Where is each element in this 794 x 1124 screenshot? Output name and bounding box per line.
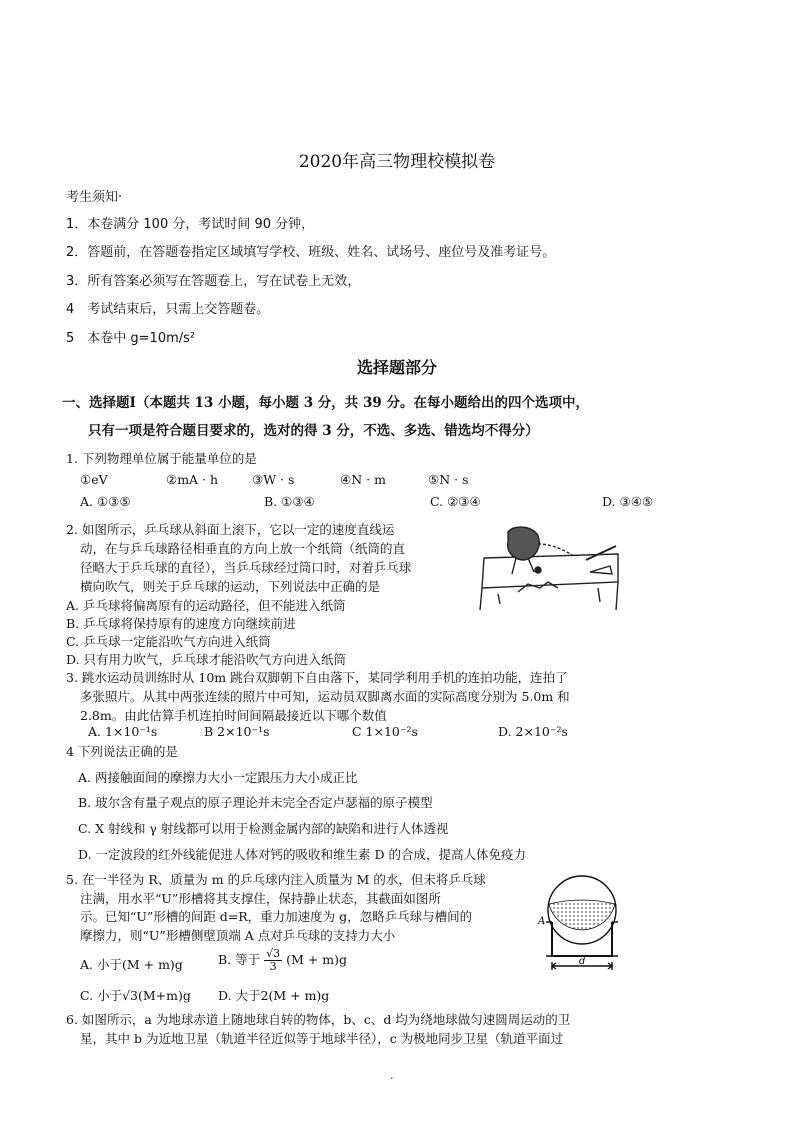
notice-item: 3．所有答案必须写在答题卷上，写在试卷上无效， (66, 274, 361, 289)
q2-option-a: A. 乒乓球将偏离原有的运动路径，但不能进入纸筒 (66, 598, 346, 613)
notice-item: 4 考试结束后，只需上交答题卷。 (66, 302, 270, 317)
q1-unit: ②mA · h (166, 472, 219, 487)
question-4-stem: 4 下列说法正确的是 (66, 744, 178, 759)
q1-unit: ④N · m (340, 472, 386, 487)
q3-option-a: A. 1×10⁻¹s (88, 724, 158, 739)
q5-option-b-fraction (264, 948, 282, 973)
question-2-stem: 径略大于乒乓球的直径），当乒乓球经过筒口时，对着乒乓球 (80, 560, 412, 575)
q3-option-b: B 2×10⁻¹s (204, 724, 270, 739)
fig-label-a: A (538, 916, 546, 927)
question-3-stem: 3. 跳水运动员训练时从 10m 跳台双脚朝下自由落下，某同学利用手机的连拍功能，连拍了 (66, 670, 568, 685)
q4-option-c: C. X 射线和 γ 射线都可以用于检测金属内部的缺陷和进行人体透视 (78, 821, 449, 836)
notice-item: 5 本卷中 g=10m/s² (66, 331, 196, 346)
u-groove-figure (536, 866, 628, 978)
q1-option-d: D. ③④⑤ (602, 494, 654, 509)
notice-item: 1．本卷满分 100 分，考试时间 90 分钟， (66, 217, 315, 232)
page-title: 2020年高三物理校模拟卷 (298, 152, 496, 172)
question-6-stem: 星，其中 b 为近地卫星（轨道半径近似等于地球半径），c 为极地同步卫星（轨道平面过 (80, 1031, 564, 1046)
part-one-instruction: 只有一项是符合题目要求的，选对的得 3 分，不选、多选、错选均不得分） (88, 423, 539, 439)
q2-option-b: B. 乒乓球将保持原有的速度方向继续前进 (66, 616, 296, 631)
question-2-stem: 横向吹气，则关于乒乓球的运动，下列说法中正确的是 (80, 579, 381, 594)
q4-option-a: A. 两接触面间的摩擦力大小一定跟压力大小成正比 (78, 770, 358, 785)
notice-item: 2．答题前，在答题卷指定区域填写学校、班级、姓名、试场号、座位号及准考证号。 (66, 245, 556, 260)
question-2-stem: 2. 如图所示，乒乓球从斜面上滚下，它以一定的速度直线运 (66, 522, 395, 537)
q5-option-b-label: B. 等于 (218, 952, 261, 967)
q1-option-c: C. ②③④ (430, 494, 481, 509)
question-5-stem: 示。已知“U”形槽的间距 d=R，重力加速度为 g，忽略乒乓球与槽间的 (80, 909, 473, 924)
question-2-stem: 动，在与乒乓球路径相垂直的方向上放一个纸筒（纸筒的直 (80, 541, 406, 556)
section-title: 选择题部分 (356, 358, 437, 377)
q5-option-a: A. 小于(M + m)g (80, 957, 183, 972)
part-one-instruction: 一、选择题Ⅰ（本题共 13 小题，每小题 3 分，共 39 分。在每小题给出的四个选项中， (62, 395, 589, 411)
page-number: · (390, 1072, 394, 1085)
q4-option-d: D. 一定波段的红外线能促进人体对钙的吸收和维生素 D 的合成，提高人体免疫力 (78, 847, 526, 862)
notice-heading: 考生须知· (66, 190, 123, 205)
question-3-stem: 多张照片。从其中两张连续的照片中可知，运动员双脚离水面的实际高度分别为 5.0m 和 (80, 689, 570, 704)
q3-option-c: C 1×10⁻²s (352, 724, 418, 739)
fraction-numerator: √3 (266, 947, 281, 960)
q5-option-b (218, 948, 347, 973)
q1-unit: ③W · s (252, 472, 295, 487)
question-5-stem: 摩擦力，则“U”形槽侧壁顶端 A 点对乒乓球的支持力大小 (80, 928, 396, 943)
question-5-stem: 注满，用水平“U”形槽将其支撑住，保持静止状态，其截面如图所 (80, 891, 441, 906)
question-6-stem: 6. 如图所示，a 为地球赤道上随地球自转的物体，b、c、d 均为绕地球做匀速圆周运动的卫 (66, 1012, 571, 1027)
fig-label-d: d (579, 956, 586, 967)
fraction-denominator: 3 (269, 960, 277, 973)
q1-option-a: A. ①③⑤ (80, 494, 131, 509)
q4-option-b: B. 玻尔含有量子观点的原子理论并未完全否定卢瑟福的原子模型 (78, 795, 433, 810)
q3-option-d: D. 2×10⁻²s (498, 724, 568, 739)
ping-pong-figure (478, 522, 624, 614)
q1-unit: ①eV (80, 472, 108, 487)
q2-option-d: D. 只有用力吹气，乒乓球才能沿吹气方向进入纸筒 (66, 652, 347, 667)
q5-option-c: C. 小于√3(M+m)g (80, 988, 191, 1003)
q5-option-b-expression: (M + m)g (286, 952, 347, 967)
q1-option-b: B. ①③④ (264, 494, 315, 509)
q2-option-c: C. 乒乓球一定能沿吹气方向进入纸筒 (66, 634, 271, 649)
question-5-stem: 5. 在一半径为 R、质量为 m 的乒乓球内注入质量为 M 的水，但未将乒乓球 (66, 872, 486, 887)
question-3-stem: 2.8m。由此估算手机连拍时间间隔最接近以下哪个数值 (80, 708, 387, 723)
q1-unit: ⑤N · s (428, 472, 469, 487)
q5-option-d: D. 大于2(M + m)g (218, 988, 330, 1003)
question-1-stem: 1. 下列物理单位属于能量单位的是 (66, 451, 257, 466)
